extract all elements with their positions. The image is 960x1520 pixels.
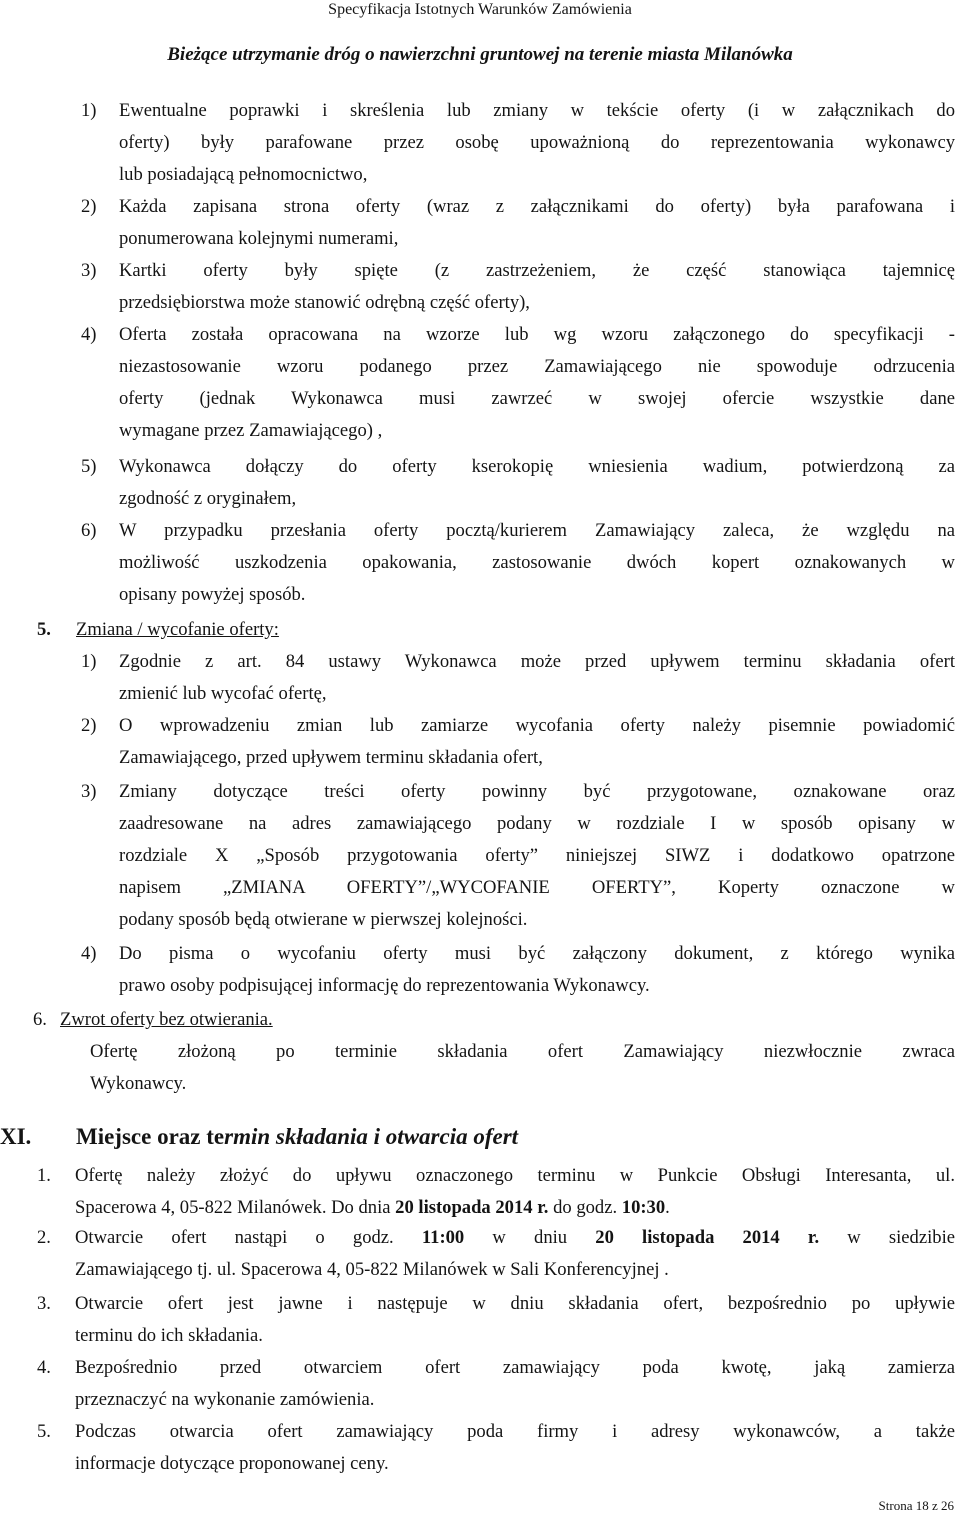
list-item: W przypadku przesłania oferty pocztą/kurierem Zamawiający zaleca, że względu na możliwość uszkodzenia opakowania, zastosowanie dwóch kopert oznakowanych w opisany powyżej sposób. <box>119 520 955 605</box>
page-number: Strona 18 z 26 <box>878 1498 954 1513</box>
list-marker: 6) <box>81 520 97 541</box>
document-header: Specyfikacja Istotnych Warunków Zamówienia <box>328 1 632 18</box>
section-heading: Miejsce oraz termin składania i otwarcia ofert <box>76 1124 519 1149</box>
list-item: Wykonawca dołączy do oferty kserokopię wniesienia wadium, potwierdzoną za zgodność z oryginałem, <box>119 456 955 509</box>
list-marker: 1) <box>81 651 97 672</box>
list-item: Zmiany dotyczące treści oferty powinny być przygotowane, oznakowane oraz zaadresowane na adres zamawiającego podany w rozdziale I w sposób opisany w rozdziale X „Sposób przygotowania oferty” niniejszej SIWZ i dodatkowo opatrzone napisem „ZMIANA OFERTY”/„WYCOFANIE OFERTY”, Koperty oznaczone w podany sposób będą otwierane w pierwszej kolejności. <box>119 781 955 930</box>
list-item: Otwarcie ofert nastąpi o godz. 11:00 w dniu 20 listopada 2014 r. w siedzibie Zamawiającego tj. ul. Spacerowa 4, 05-822 Milanówek w Sali Konferencyjnej . <box>75 1227 955 1280</box>
list-item: Zgodnie z art. 84 ustawy Wykonawca może przed upływem terminu składania ofert zmienić lub wycofać ofertę, <box>119 651 955 704</box>
list-marker: 4. <box>37 1357 51 1378</box>
paragraph: Ofertę złożoną po terminie składania ofert Zamawiający niezwłocznie zwraca Wykonawcy. <box>90 1041 955 1094</box>
list-item: Ofertę należy złożyć do upływu oznaczonego terminu w Punkcie Obsługi Interesanta, ul. Spacerowa 4, 05-822 Milanówek. Do dnia 20 listopada 2014 r. do godz. 10:30. <box>75 1165 955 1218</box>
section-number: XI. <box>0 1124 32 1149</box>
list-item: Każda zapisana strona oferty (wraz z załącznikami do oferty) była parafowana i ponumerowana kolejnymi numerami, <box>119 196 955 249</box>
subsection-heading: Zwrot oferty bez otwierania. <box>60 1009 273 1030</box>
list-marker: 1. <box>37 1165 51 1186</box>
section-number: 6. <box>33 1009 47 1030</box>
list-marker: 4) <box>81 943 97 964</box>
list-marker: 3) <box>81 260 97 281</box>
list-item: Kartki oferty były spięte (z zastrzeżeniem, że część stanowiąca tajemnicę przedsiębiorstwa może stanowić odrębną część oferty), <box>119 260 955 313</box>
list-item: Oferta została opracowana na wzorze lub wg wzoru załączonego do specyfikacji - niezastosowanie wzoru podanego przez Zamawiającego nie spowoduje odrzucenia oferty (jednak Wykonawca musi zawrzeć w swojej ofercie wszystkie dane wymagane przez Zamawiającego) , <box>119 324 955 441</box>
list-marker: 5. <box>37 1421 51 1442</box>
list-marker: 2. <box>37 1227 51 1248</box>
list-item: Do pisma o wycofaniu oferty musi być załączony dokument, z którego wynika prawo osoby podpisującej informację do reprezentowania Wykonawcy. <box>119 943 955 996</box>
list-item: Otwarcie ofert jest jawne i następuje w dniu składania ofert, bezpośrednio po upływie terminu do ich składania. <box>75 1293 955 1346</box>
list-item: O wprowadzeniu zmian lub zamiarze wycofania oferty należy pisemnie powiadomić Zamawiającego, przed upływem terminu składania ofert, <box>119 715 955 768</box>
list-item: Bezpośrednio przed otwarciem ofert zamawiający poda kwotę, jaką zamierza przeznaczyć na wykonanie zamówienia. <box>75 1357 955 1410</box>
list-marker: 4) <box>81 324 97 345</box>
list-marker: 3) <box>81 781 97 802</box>
list-marker: 2) <box>81 715 97 736</box>
list-marker: 5) <box>81 456 97 477</box>
list-marker: 1) <box>81 100 97 121</box>
list-marker: 3. <box>37 1293 51 1314</box>
subsection-heading: Zmiana / wycofanie oferty: <box>76 619 279 640</box>
section-number: 5. <box>37 619 51 640</box>
list-item: Podczas otwarcia ofert zamawiający poda firmy i adresy wykonawców, a także informacje dotyczące proponowanej ceny. <box>75 1421 955 1474</box>
list-marker: 2) <box>81 196 97 217</box>
document-subtitle: Bieżące utrzymanie dróg o nawierzchni gruntowej na terenie miasta Milanówka <box>167 44 793 65</box>
list-item: Ewentualne poprawki i skreślenia lub zmiany w tekście oferty (i w załącznikach do oferty) były parafowane przez osobę upoważnioną do reprezentowania wykonawcy lub posiadającą pełnomocnictwo, <box>119 100 955 185</box>
